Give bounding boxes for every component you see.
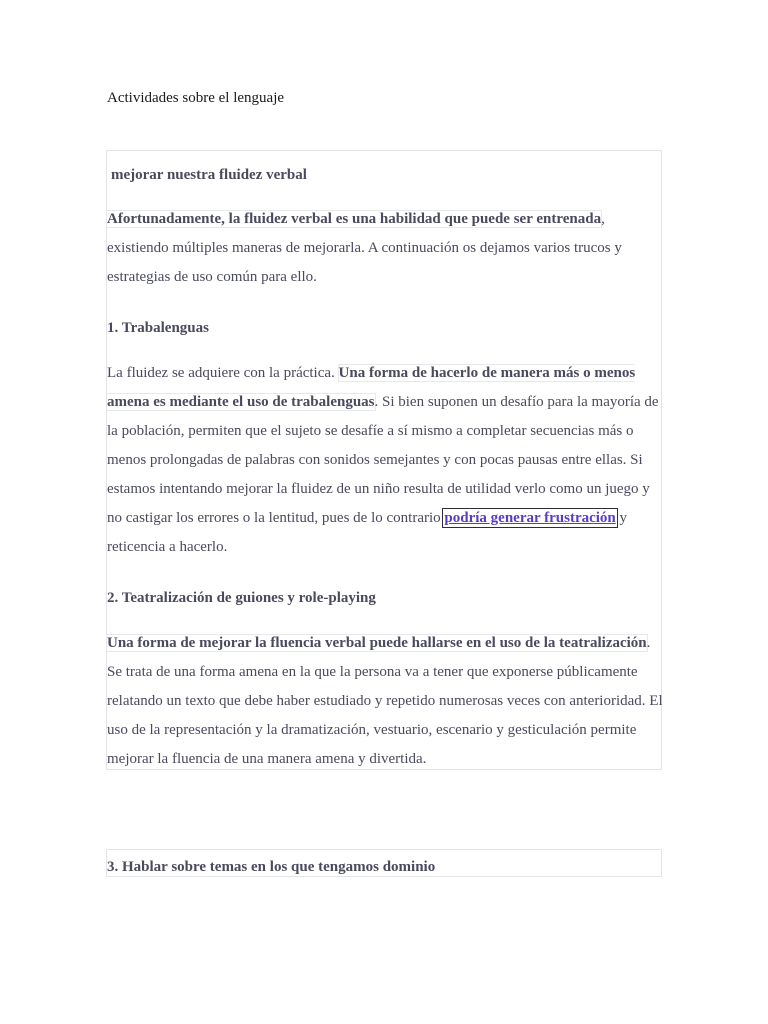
trabalenguas-paragraph <box>107 359 663 562</box>
teatralizacion-bold-text: Una forma de mejorar la fluencia verbal puede hallarse en el uso de la teatralización <box>107 635 647 651</box>
heading-trabalenguas: 1. Trabalenguas <box>107 320 209 336</box>
heading-teatralizacion: 2. Teatralización de guiones y role-playing <box>107 590 376 606</box>
heading-hablar-temas: 3. Hablar sobre temas en los que tengamos dominio <box>107 859 436 875</box>
document-title: Actividades sobre el lenguaje <box>107 90 285 106</box>
section-heading: mejorar nuestra fluidez verbal <box>111 167 307 183</box>
intro-bold-text: Afortunadamente, la fluidez verbal es una habilidad que puede ser entrenada <box>107 211 602 227</box>
trabalenguas-bold-text: Una forma de hacerlo de manera más o menos amena es mediante el uso de trabalenguas <box>107 365 636 410</box>
intro-paragraph <box>107 205 663 292</box>
teatralizacion-paragraph <box>107 629 663 774</box>
trabalenguas-intro-text: La fluidez se adquiere con la práctica. <box>107 365 339 381</box>
trabalenguas-body-text: . Si bien suponen un desafío para la mayoría de la población, permiten que el sujeto se desafíe a sí mismo a completar secuencias más o menos prolongadas de palabras con sonidos semejantes y con pocas pausas entre ellas. Si estamos intentando mejorar la fluidez de un niño resulta de utilidad verlo como un juego y no castigar los errores o la lentitud, pues de lo contrario <box>107 394 659 526</box>
teatralizacion-text: . Se trata de una forma amena en la que la persona va a tener que exponerse públicamente relatando un texto que debe haber estudiado y repetido numerosas veces con anterioridad. El uso de la representación y la dramatización, vestuario, escenario y gesticulación permite mejorar la fluencia de una manera amena y divertida. <box>107 635 663 767</box>
trabalenguas-end-text: y reticencia a hacerlo. <box>107 510 628 555</box>
frustracion-link[interactable]: podría generar frustración <box>444 510 616 526</box>
intro-text: , existiendo múltiples maneras de mejorarla. A continuación os dejamos varios trucos y estrategias de uso común para ello. <box>107 211 622 285</box>
